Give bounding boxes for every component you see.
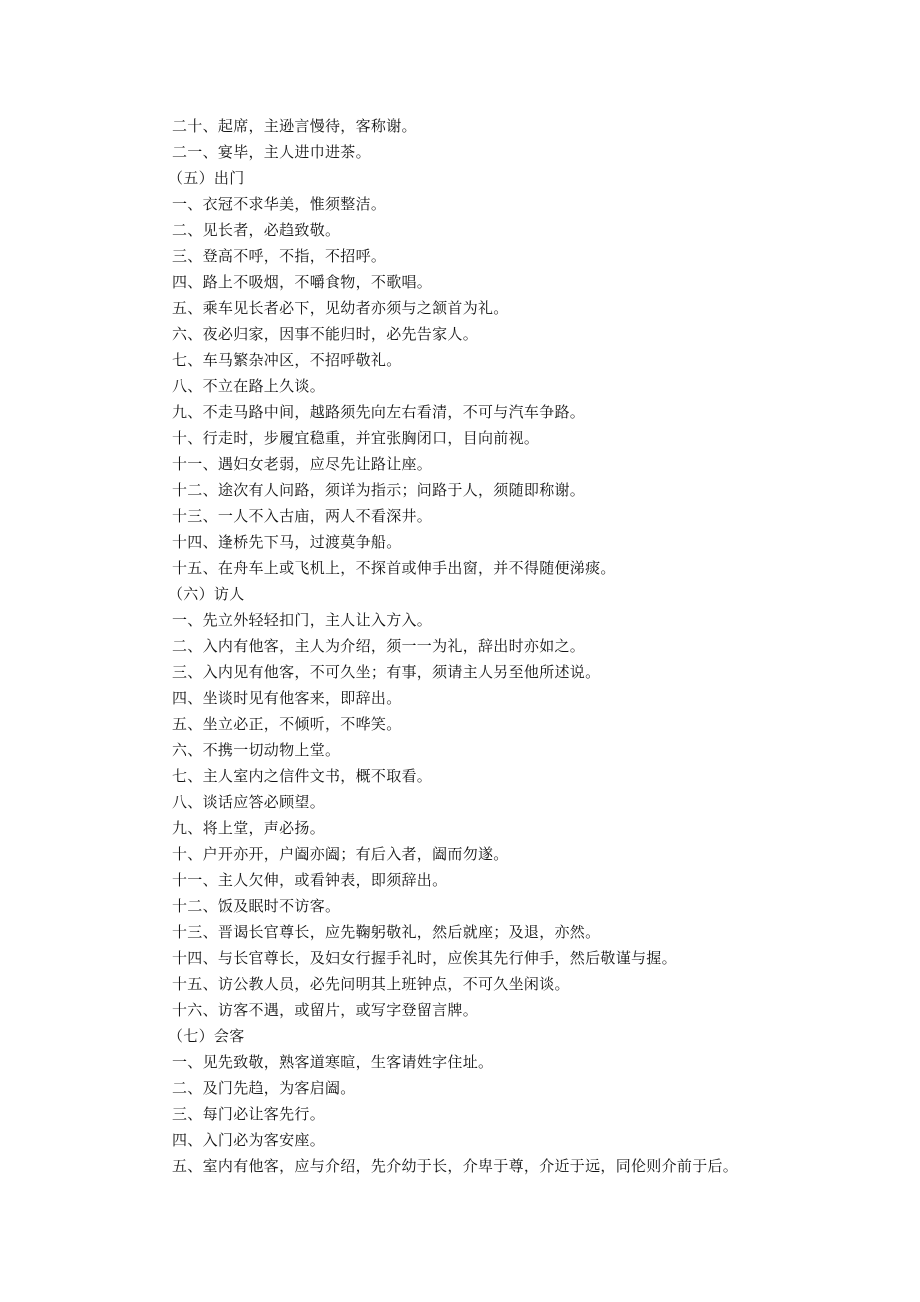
rule-item: 五、坐立必正，不倾听，不哗笑。 (172, 715, 402, 733)
rule-item: 一、先立外轻轻扣门，主人让入方入。 (172, 611, 433, 629)
rule-item: 六、夜必归家，因事不能归时，必先告家人。 (172, 325, 479, 343)
section-heading: （五）出门 (168, 169, 245, 187)
rule-item: 十六、访客不遇，或留片，或写字登留言牌。 (172, 1001, 479, 1019)
rule-item: 八、不立在路上久谈。 (172, 377, 326, 395)
rule-item: 十、户开亦开，户阖亦阖；有后入者，阖而勿遂。 (172, 845, 509, 863)
rule-item: 十三、晋谒长官尊长，应先鞠躬敬礼，然后就座；及退，亦然。 (172, 923, 601, 941)
rule-item: 三、入内见有他客，不可久坐；有事，须请主人另至他所述说。 (172, 663, 601, 681)
rule-item: 七、车马繁杂冲区，不招呼敬礼。 (172, 351, 402, 369)
rule-item: 十四、与长官尊长，及妇女行握手礼时，应俟其先行伸手，然后敬谨与握。 (172, 949, 677, 967)
rule-item: 四、路上不吸烟，不嚼食物，不歌唱。 (172, 273, 433, 291)
rule-item: 六、不携一切动物上堂。 (172, 741, 341, 759)
rule-item: 八、谈话应答必顾望。 (172, 793, 326, 811)
rule-item: 十、行走时，步履宜稳重，并宜张胸闭口，目向前视。 (172, 429, 540, 447)
rule-item: 二十、起席，主逊言慢待，客称谢。 (172, 117, 417, 135)
rule-item: 九、不走马路中间，越路须先向左右看清，不可与汽车争路。 (172, 403, 586, 421)
rule-item: 二、见长者，必趋致敬。 (172, 221, 341, 239)
rule-item: 四、坐谈时见有他客来，即辞出。 (172, 689, 402, 707)
rule-item: 七、主人室内之信件文书，概不取看。 (172, 767, 433, 785)
rule-item: 十二、途次有人问路，须详为指示；问路于人，须随即称谢。 (172, 481, 586, 499)
rule-item: 二、及门先趋，为客启阖。 (172, 1079, 356, 1097)
section-heading: （七）会客 (168, 1027, 245, 1045)
rule-item: 三、每门必让客先行。 (172, 1105, 326, 1123)
rule-item: 十一、遇妇女老弱，应尽先让路让座。 (172, 455, 433, 473)
document-body (168, 113, 892, 1179)
rule-item: 一、衣冠不求华美，惟须整洁。 (172, 195, 387, 213)
section-heading: （六）访人 (168, 585, 245, 603)
rule-item: 九、将上堂，声必扬。 (172, 819, 326, 837)
rule-item: 十二、饭及眠时不访客。 (172, 897, 341, 915)
rule-item: 五、乘车见长者必下，见幼者亦须与之颔首为礼。 (172, 299, 509, 317)
rule-item: 三、登高不呼，不指，不招呼。 (172, 247, 387, 265)
rule-item: 十一、主人欠伸，或看钟表，即须辞出。 (172, 871, 448, 889)
rule-item: 十五、访公教人员，必先问明其上班钟点，不可久坐闲谈。 (172, 975, 570, 993)
rule-item: 十四、逢桥先下马，过渡莫争船。 (172, 533, 402, 551)
rule-item: 十三、一人不入古庙，两人不看深井。 (172, 507, 433, 525)
rule-item: 二、入内有他客，主人为介绍，须一一为礼，辞出时亦如之。 (172, 637, 586, 655)
rule-item: 四、入门必为客安座。 (172, 1131, 326, 1149)
rule-item: 一、见先致敬，熟客道寒暄，生客请姓字住址。 (172, 1053, 494, 1071)
rule-item: 十五、在舟车上或飞机上，不探首或伸手出窗，并不得随便涕痰。 (172, 559, 616, 577)
rule-item: 五、室内有他客，应与介绍，先介幼于长，介卑于尊，介近于远，同伦则介前于后。 (172, 1157, 739, 1175)
rule-item: 二一、宴毕，主人进巾进茶。 (172, 143, 371, 161)
